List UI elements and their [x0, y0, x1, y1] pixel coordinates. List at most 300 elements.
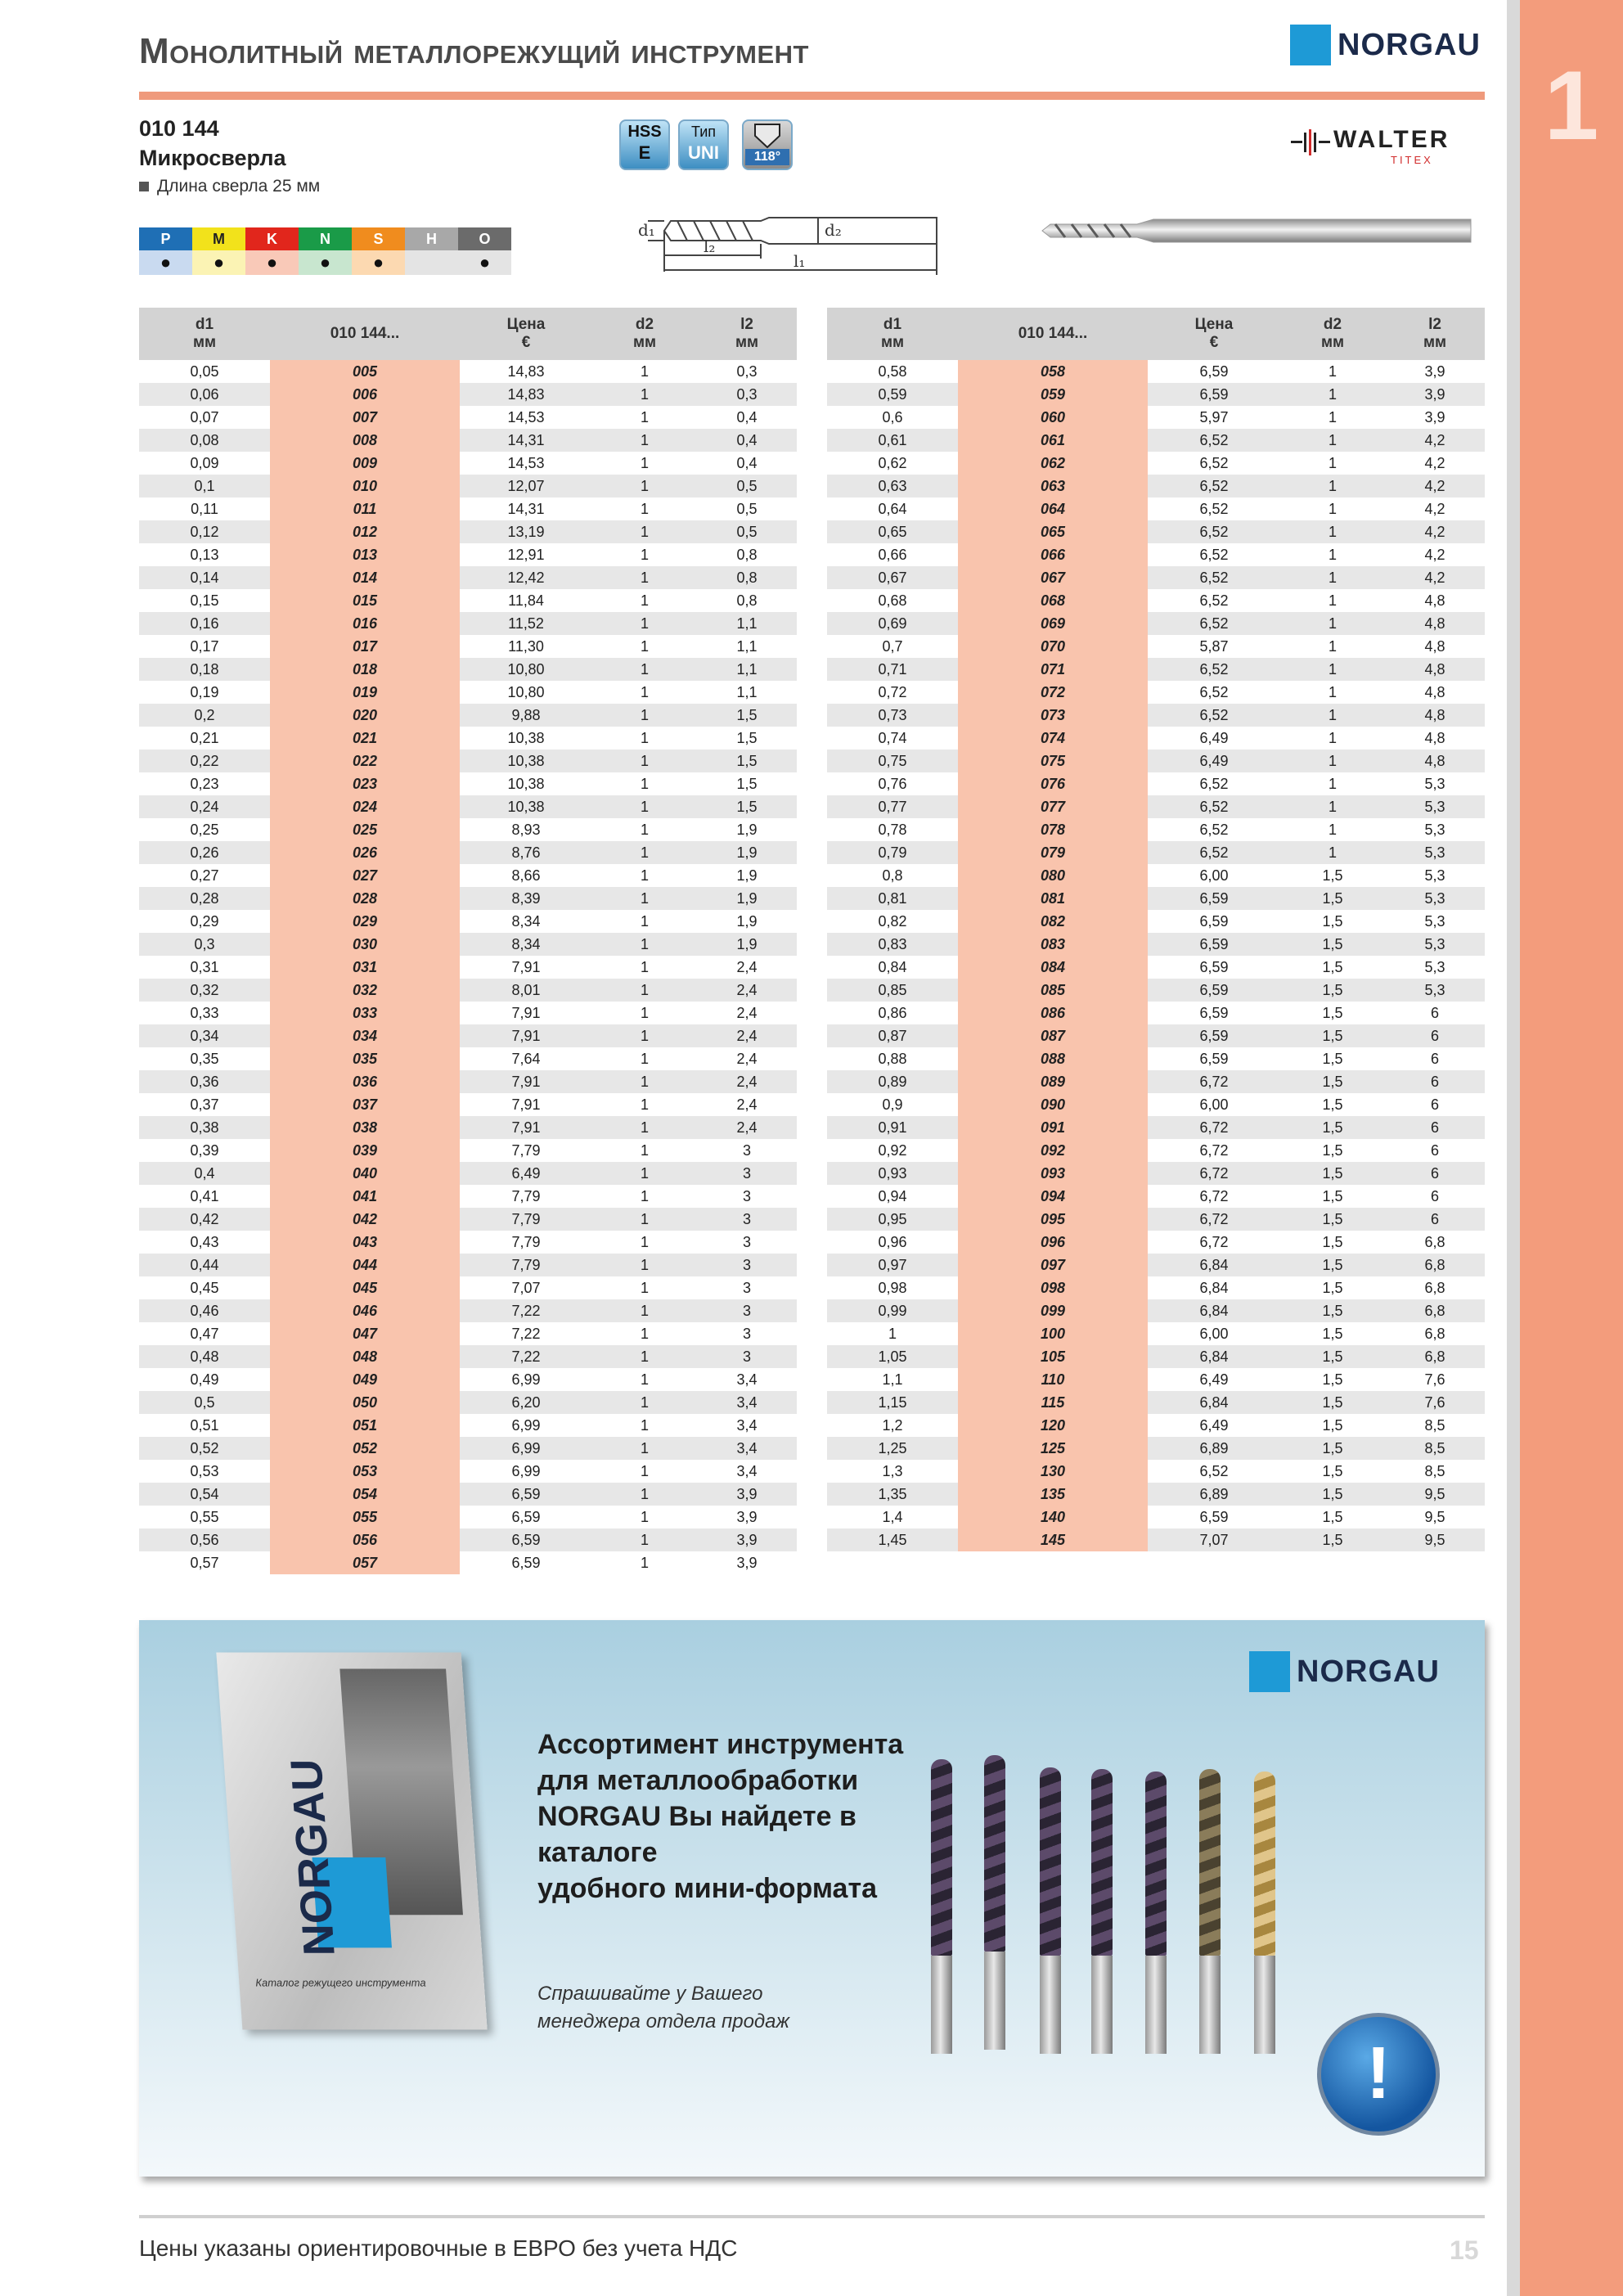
- cell-d1: 0,39: [139, 1139, 270, 1162]
- header-l2: l2 мм: [1385, 308, 1485, 360]
- table-row: [139, 1506, 797, 1528]
- cell-l2: 1,1: [697, 658, 797, 681]
- table-row: [827, 1276, 1485, 1299]
- cell-d2: 1: [592, 658, 697, 681]
- table-row: [139, 520, 797, 543]
- material-suitability-dot: [405, 250, 458, 275]
- table-row: [139, 1414, 797, 1437]
- cell-d2: 1: [592, 772, 697, 795]
- cell-order-code: 040: [270, 1162, 460, 1185]
- cell-price: 6,59: [1148, 383, 1280, 406]
- cell-d2: 1: [1280, 497, 1385, 520]
- table-row: [827, 1414, 1485, 1437]
- cell-price: 7,79: [460, 1208, 592, 1231]
- price-table-left: [139, 308, 797, 1574]
- table-row: [139, 1254, 797, 1276]
- cell-d2: 1: [592, 475, 697, 497]
- cell-order-code: 080: [958, 864, 1148, 887]
- table-row: [139, 795, 797, 818]
- cell-l2: 3,4: [697, 1391, 797, 1414]
- cell-order-code: 073: [958, 704, 1148, 727]
- cell-order-code: 055: [270, 1506, 460, 1528]
- cell-price: 7,79: [460, 1254, 592, 1276]
- cell-price: 8,34: [460, 933, 592, 956]
- cell-l2: 6: [1385, 1047, 1485, 1070]
- cell-l2: 1,9: [697, 864, 797, 887]
- cell-order-code: 079: [958, 841, 1148, 864]
- table-row: [139, 1093, 797, 1116]
- cell-price: 6,89: [1148, 1437, 1280, 1460]
- header-price: Цена €: [460, 308, 592, 360]
- cell-d1: 0,15: [139, 589, 270, 612]
- cell-d1: 0,69: [827, 612, 958, 635]
- cell-d1: 0,58: [827, 360, 958, 383]
- cell-order-code: 027: [270, 864, 460, 887]
- table-row: [139, 750, 797, 772]
- table-row: [827, 887, 1485, 910]
- cell-price: 14,53: [460, 452, 592, 475]
- cell-price: 6,59: [1148, 1047, 1280, 1070]
- cell-l2: 6: [1385, 1208, 1485, 1231]
- cell-d2: 1: [1280, 681, 1385, 704]
- cell-d1: 0,26: [139, 841, 270, 864]
- cell-l2: 6,8: [1385, 1231, 1485, 1254]
- cell-d1: 1,05: [827, 1345, 958, 1368]
- cell-order-code: 028: [270, 887, 460, 910]
- cell-price: 7,22: [460, 1345, 592, 1368]
- table-row: [827, 566, 1485, 589]
- cell-d2: 1,5: [1280, 910, 1385, 933]
- cell-d1: 0,98: [827, 1276, 958, 1299]
- cell-d2: 1: [1280, 406, 1385, 429]
- cell-l2: 3: [697, 1276, 797, 1299]
- product-name: Микросверла: [139, 146, 286, 170]
- table-row: [827, 704, 1485, 727]
- cell-d1: 0,77: [827, 795, 958, 818]
- cell-order-code: 013: [270, 543, 460, 566]
- cell-price: 6,72: [1148, 1208, 1280, 1231]
- cell-order-code: 034: [270, 1024, 460, 1047]
- cell-order-code: 097: [958, 1254, 1148, 1276]
- material-suitability-dot: ●: [458, 250, 511, 275]
- table-header: [139, 308, 797, 360]
- promo-logo-text: NORGAU: [1297, 1654, 1440, 1689]
- cell-d1: 0,12: [139, 520, 270, 543]
- table-row: [139, 406, 797, 429]
- cell-d1: 0,67: [827, 566, 958, 589]
- cell-d2: 1: [592, 635, 697, 658]
- cell-d1: 1,3: [827, 1460, 958, 1483]
- cell-price: 6,52: [1148, 818, 1280, 841]
- cell-order-code: 043: [270, 1231, 460, 1254]
- cell-d2: 1: [592, 360, 697, 383]
- cell-l2: 1,9: [697, 818, 797, 841]
- cell-l2: 6: [1385, 1093, 1485, 1116]
- cell-d1: 0,14: [139, 566, 270, 589]
- cell-price: 6,52: [1148, 658, 1280, 681]
- cell-order-code: 017: [270, 635, 460, 658]
- cell-order-code: 012: [270, 520, 460, 543]
- cell-order-code: 022: [270, 750, 460, 772]
- cell-d2: 1,5: [1280, 1276, 1385, 1299]
- cell-d2: 1: [1280, 704, 1385, 727]
- cell-l2: 0,5: [697, 475, 797, 497]
- cell-order-code: 076: [958, 772, 1148, 795]
- table-row: [139, 1208, 797, 1231]
- cell-l2: 0,4: [697, 452, 797, 475]
- table-row: [827, 1460, 1485, 1483]
- cell-order-code: 049: [270, 1368, 460, 1391]
- cell-l2: 4,8: [1385, 704, 1485, 727]
- table-row: [827, 1231, 1485, 1254]
- cell-d2: 1: [592, 1185, 697, 1208]
- cell-l2: 6,8: [1385, 1299, 1485, 1322]
- cell-l2: 6,8: [1385, 1254, 1485, 1276]
- table-row: [827, 979, 1485, 1002]
- table-row: [139, 1299, 797, 1322]
- cell-l2: 4,8: [1385, 635, 1485, 658]
- cell-d2: 1,5: [1280, 1345, 1385, 1368]
- cell-d2: 1: [1280, 772, 1385, 795]
- table-row: [827, 1002, 1485, 1024]
- cell-d2: 1,5: [1280, 933, 1385, 956]
- cell-price: 7,79: [460, 1185, 592, 1208]
- table-row: [139, 1070, 797, 1093]
- table-header: [827, 308, 1485, 360]
- cell-order-code: 082: [958, 910, 1148, 933]
- table-row: [827, 1254, 1485, 1276]
- side-strip-gap: [1507, 0, 1520, 2296]
- table-row: [139, 681, 797, 704]
- cell-l2: 7,6: [1385, 1391, 1485, 1414]
- cell-d2: 1: [1280, 841, 1385, 864]
- cell-d2: 1: [592, 704, 697, 727]
- promo-headline: [537, 1727, 903, 1907]
- cell-order-code: 093: [958, 1162, 1148, 1185]
- table-row: [139, 612, 797, 635]
- cell-d2: 1,5: [1280, 1414, 1385, 1437]
- drill-image: [984, 1755, 1005, 2050]
- cell-l2: 9,5: [1385, 1528, 1485, 1551]
- cell-l2: 8,5: [1385, 1460, 1485, 1483]
- drill-point-icon: [744, 121, 791, 149]
- table-row: [139, 658, 797, 681]
- cell-order-code: 125: [958, 1437, 1148, 1460]
- table-row: [139, 956, 797, 979]
- cell-l2: 4,2: [1385, 497, 1485, 520]
- header-code: 010 144...: [270, 308, 460, 360]
- cell-d1: 0,74: [827, 727, 958, 750]
- cell-price: 6,52: [1148, 681, 1280, 704]
- table-row: [139, 887, 797, 910]
- cell-order-code: 077: [958, 795, 1148, 818]
- cell-l2: 2,4: [697, 1047, 797, 1070]
- cell-d2: 1: [592, 1070, 697, 1093]
- cell-d2: 1,5: [1280, 1528, 1385, 1551]
- table-row: [139, 727, 797, 750]
- table-row: [827, 589, 1485, 612]
- article-number: 010 144: [139, 116, 219, 141]
- cell-price: 10,38: [460, 772, 592, 795]
- cell-d1: 0,83: [827, 933, 958, 956]
- cell-price: 6,59: [460, 1528, 592, 1551]
- cell-d1: 0,34: [139, 1024, 270, 1047]
- cell-d2: 1: [1280, 818, 1385, 841]
- cell-order-code: 044: [270, 1254, 460, 1276]
- table-row: [827, 520, 1485, 543]
- cell-price: 12,42: [460, 566, 592, 589]
- cell-price: 6,20: [460, 1391, 592, 1414]
- walter-titex-logo: [1291, 123, 1487, 172]
- table-row: [827, 910, 1485, 933]
- cell-d1: 0,3: [139, 933, 270, 956]
- cell-d2: 1,5: [1280, 1093, 1385, 1116]
- table-row: [827, 1116, 1485, 1139]
- promo-headline-line: удобного мини-формата: [537, 1873, 878, 1904]
- table-row: [139, 1551, 797, 1574]
- cell-order-code: 071: [958, 658, 1148, 681]
- chapter-number: 1: [1544, 51, 1599, 160]
- cell-d2: 1: [1280, 475, 1385, 497]
- cell-l2: 2,4: [697, 979, 797, 1002]
- material-suitability-dot: ●: [245, 250, 299, 275]
- table-row: [139, 1460, 797, 1483]
- cell-d2: 1,5: [1280, 1299, 1385, 1322]
- cell-d2: 1: [592, 1208, 697, 1231]
- cell-d1: 1,35: [827, 1483, 958, 1506]
- cell-order-code: 115: [958, 1391, 1148, 1414]
- cell-l2: 9,5: [1385, 1506, 1485, 1528]
- cell-order-code: 105: [958, 1345, 1148, 1368]
- cell-d1: 0,57: [139, 1551, 270, 1574]
- cell-order-code: 045: [270, 1276, 460, 1299]
- material-m: [192, 227, 245, 275]
- cell-price: 5,97: [1148, 406, 1280, 429]
- material-code: P: [139, 227, 192, 250]
- bullet-square-icon: [139, 182, 149, 191]
- cell-price: 14,83: [460, 360, 592, 383]
- cell-l2: 4,8: [1385, 589, 1485, 612]
- info-exclamation-badge: [1317, 2013, 1440, 2136]
- cell-d1: 0,97: [827, 1254, 958, 1276]
- cell-order-code: 145: [958, 1528, 1148, 1551]
- norgau-logo-text: NORGAU: [1338, 27, 1481, 62]
- cell-order-code: 041: [270, 1185, 460, 1208]
- cell-price: 6,00: [1148, 1322, 1280, 1345]
- table-row: [827, 635, 1485, 658]
- cell-d1: 0,96: [827, 1231, 958, 1254]
- chapter-strip: [1520, 0, 1623, 2296]
- cell-d2: 1,5: [1280, 1024, 1385, 1047]
- cell-d1: 0,42: [139, 1208, 270, 1231]
- cell-price: 6,59: [460, 1506, 592, 1528]
- cell-d2: 1: [1280, 658, 1385, 681]
- page-title: Монолитный металлорежущий инструмент: [139, 31, 809, 71]
- cell-d2: 1: [592, 1551, 697, 1574]
- cell-d2: 1: [592, 1460, 697, 1483]
- cell-l2: 4,2: [1385, 452, 1485, 475]
- cell-order-code: 088: [958, 1047, 1148, 1070]
- cell-l2: 0,4: [697, 429, 797, 452]
- cell-price: 14,83: [460, 383, 592, 406]
- cell-price: 6,52: [1148, 543, 1280, 566]
- norgau-logo: [1290, 25, 1481, 65]
- table-row: [139, 864, 797, 887]
- cell-d2: 1: [592, 1231, 697, 1254]
- cell-price: 6,99: [460, 1414, 592, 1437]
- cell-d2: 1: [592, 887, 697, 910]
- table-row: [139, 772, 797, 795]
- cell-l2: 5,3: [1385, 956, 1485, 979]
- cell-d1: 0,65: [827, 520, 958, 543]
- cell-d2: 1: [592, 681, 697, 704]
- cell-d2: 1: [1280, 589, 1385, 612]
- cell-d1: 0,76: [827, 772, 958, 795]
- cell-order-code: 130: [958, 1460, 1148, 1483]
- cell-d2: 1: [592, 750, 697, 772]
- cell-l2: 9,5: [1385, 1483, 1485, 1506]
- cell-l2: 4,2: [1385, 520, 1485, 543]
- cell-d1: 1,1: [827, 1368, 958, 1391]
- cell-d2: 1: [592, 956, 697, 979]
- cell-price: 6,72: [1148, 1185, 1280, 1208]
- table-row: [139, 1322, 797, 1345]
- cell-l2: 3,9: [697, 1483, 797, 1506]
- badge-point-angle: [742, 119, 793, 170]
- cell-order-code: 016: [270, 612, 460, 635]
- cell-d2: 1,5: [1280, 1460, 1385, 1483]
- footer-note: Цены указаны ориентировочные в ЕВРО без учета НДС: [139, 2235, 738, 2261]
- cell-l2: 4,8: [1385, 727, 1485, 750]
- cell-d2: 1: [1280, 566, 1385, 589]
- cell-d2: 1: [1280, 727, 1385, 750]
- table-row: [827, 864, 1485, 887]
- table-row: [827, 1185, 1485, 1208]
- cell-d2: 1: [1280, 383, 1385, 406]
- cell-order-code: 054: [270, 1483, 460, 1506]
- cell-d2: 1: [592, 795, 697, 818]
- cell-price: 6,59: [1148, 360, 1280, 383]
- cell-price: 12,91: [460, 543, 592, 566]
- cell-d2: 1: [592, 520, 697, 543]
- cell-order-code: 063: [958, 475, 1148, 497]
- cell-price: 5,87: [1148, 635, 1280, 658]
- cell-order-code: 026: [270, 841, 460, 864]
- table-row: [139, 1437, 797, 1460]
- cell-d2: 1: [592, 979, 697, 1002]
- cell-d1: 0,56: [139, 1528, 270, 1551]
- cell-price: 6,84: [1148, 1276, 1280, 1299]
- cell-price: 11,52: [460, 612, 592, 635]
- promo-headline-line: каталоге: [537, 1837, 658, 1868]
- cell-l2: 1,5: [697, 795, 797, 818]
- cell-order-code: 042: [270, 1208, 460, 1231]
- cell-d2: 1: [592, 1528, 697, 1551]
- cell-l2: 0,8: [697, 543, 797, 566]
- header-code: 010 144...: [958, 308, 1148, 360]
- catalog-title: NORGAU: [281, 1758, 344, 1956]
- material-s: [352, 227, 405, 275]
- table-row: [139, 1368, 797, 1391]
- badge-hsse-line1: HSS: [627, 123, 662, 141]
- cell-order-code: 008: [270, 429, 460, 452]
- cell-d2: 1,5: [1280, 1506, 1385, 1528]
- cell-price: 6,00: [1148, 1093, 1280, 1116]
- cell-d2: 1: [592, 1047, 697, 1070]
- cell-l2: 5,3: [1385, 910, 1485, 933]
- cell-price: 6,52: [1148, 566, 1280, 589]
- cell-l2: 1,5: [697, 727, 797, 750]
- cell-l2: 2,4: [697, 1002, 797, 1024]
- cell-l2: 5,3: [1385, 887, 1485, 910]
- cell-l2: 2,4: [697, 1070, 797, 1093]
- cell-price: 10,80: [460, 658, 592, 681]
- cell-price: 6,59: [1148, 910, 1280, 933]
- cell-order-code: 052: [270, 1437, 460, 1460]
- cell-order-code: 095: [958, 1208, 1148, 1231]
- cell-price: 6,84: [1148, 1391, 1280, 1414]
- material-suitability-dot: ●: [139, 250, 192, 275]
- cell-d1: 0,93: [827, 1162, 958, 1185]
- table-row: [827, 1506, 1485, 1528]
- promo-norgau-logo: [1249, 1651, 1440, 1692]
- drill-technical-drawing: [638, 193, 949, 283]
- cell-price: 6,89: [1148, 1483, 1280, 1506]
- cell-d2: 1: [592, 589, 697, 612]
- cell-price: 6,52: [1148, 429, 1280, 452]
- cell-order-code: 007: [270, 406, 460, 429]
- table-row: [139, 1139, 797, 1162]
- cell-order-code: 064: [958, 497, 1148, 520]
- promo-note: [537, 1980, 789, 2036]
- material-code: H: [405, 227, 458, 250]
- cell-price: 6,49: [460, 1162, 592, 1185]
- cell-d1: 0,31: [139, 956, 270, 979]
- cell-l2: 3: [697, 1208, 797, 1231]
- norgau-logo-square: [1290, 25, 1331, 65]
- cell-d2: 1,5: [1280, 1139, 1385, 1162]
- cell-price: 7,91: [460, 956, 592, 979]
- cell-d1: 0,52: [139, 1437, 270, 1460]
- table-row: [827, 1299, 1485, 1322]
- table-row: [139, 1185, 797, 1208]
- badge-type-line1: Тип: [690, 124, 716, 140]
- table-row: [139, 566, 797, 589]
- cell-l2: 6,8: [1385, 1276, 1485, 1299]
- cell-price: 10,38: [460, 727, 592, 750]
- cell-d2: 1: [592, 1345, 697, 1368]
- cell-d1: 0,54: [139, 1483, 270, 1506]
- cell-price: 6,59: [1148, 933, 1280, 956]
- table-row: [827, 1093, 1485, 1116]
- cell-d1: 0,45: [139, 1276, 270, 1299]
- cell-price: 6,52: [1148, 520, 1280, 543]
- cell-price: 9,88: [460, 704, 592, 727]
- cell-d2: 1: [592, 933, 697, 956]
- cell-d1: 0,78: [827, 818, 958, 841]
- cell-order-code: 032: [270, 979, 460, 1002]
- cell-l2: 5,3: [1385, 795, 1485, 818]
- cell-d2: 1: [592, 1322, 697, 1345]
- cell-d2: 1,5: [1280, 1391, 1385, 1414]
- cell-l2: 3: [697, 1254, 797, 1276]
- cell-d1: 0,1: [139, 475, 270, 497]
- price-table-right: [827, 308, 1485, 1551]
- table-row: [827, 1208, 1485, 1231]
- cell-price: 14,31: [460, 429, 592, 452]
- cell-d1: 0,95: [827, 1208, 958, 1231]
- cell-l2: 4,2: [1385, 566, 1485, 589]
